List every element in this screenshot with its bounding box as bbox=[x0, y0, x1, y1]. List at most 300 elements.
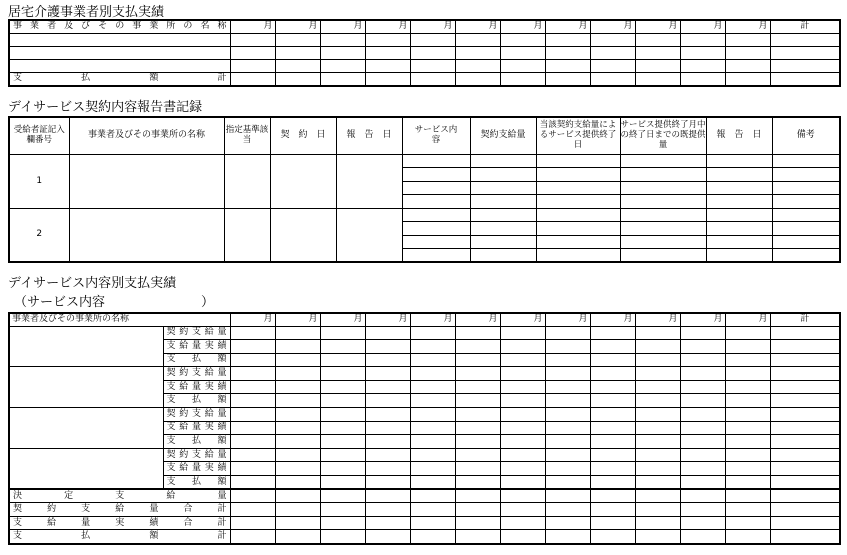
blank-cell[interactable] bbox=[680, 448, 725, 462]
blank-cell[interactable] bbox=[320, 380, 365, 394]
blank-cell[interactable] bbox=[770, 72, 840, 86]
blank-cell[interactable] bbox=[706, 235, 772, 249]
blank-cell[interactable] bbox=[545, 340, 590, 354]
blank-cell[interactable] bbox=[545, 326, 590, 340]
blank-cell[interactable] bbox=[230, 462, 275, 476]
blank-cell[interactable] bbox=[365, 516, 410, 530]
blank-cell[interactable] bbox=[635, 408, 680, 422]
blank-cell[interactable] bbox=[500, 489, 545, 503]
blank-cell[interactable] bbox=[365, 435, 410, 449]
blank-cell[interactable] bbox=[470, 154, 536, 168]
blank-cell[interactable] bbox=[725, 489, 770, 503]
blank-cell[interactable] bbox=[500, 516, 545, 530]
blank-cell[interactable] bbox=[9, 46, 230, 59]
blank-cell[interactable] bbox=[275, 408, 320, 422]
blank-cell[interactable] bbox=[706, 222, 772, 236]
blank-cell[interactable] bbox=[365, 394, 410, 408]
blank-cell[interactable] bbox=[590, 326, 635, 340]
blank-cell[interactable] bbox=[635, 326, 680, 340]
blank-cell[interactable] bbox=[470, 168, 536, 182]
blank-cell[interactable] bbox=[770, 394, 840, 408]
blank-cell[interactable] bbox=[455, 489, 500, 503]
blank-cell[interactable] bbox=[770, 59, 840, 72]
blank-cell[interactable] bbox=[470, 181, 536, 195]
blank-cell[interactable] bbox=[770, 516, 840, 530]
blank-cell[interactable] bbox=[230, 59, 275, 72]
blank-cell[interactable] bbox=[680, 340, 725, 354]
blank-cell[interactable] bbox=[590, 59, 635, 72]
blank-cell[interactable] bbox=[336, 208, 402, 262]
blank-cell[interactable] bbox=[680, 408, 725, 422]
blank-cell[interactable] bbox=[410, 476, 455, 490]
blank-cell[interactable] bbox=[320, 516, 365, 530]
blank-cell[interactable] bbox=[680, 435, 725, 449]
blank-cell[interactable] bbox=[680, 516, 725, 530]
blank-cell[interactable] bbox=[536, 195, 620, 209]
blank-cell[interactable] bbox=[725, 408, 770, 422]
blank-cell[interactable] bbox=[500, 462, 545, 476]
blank-cell[interactable] bbox=[706, 208, 772, 222]
blank-cell[interactable] bbox=[9, 59, 230, 72]
blank-cell[interactable] bbox=[230, 33, 275, 46]
blank-cell[interactable] bbox=[275, 516, 320, 530]
blank-cell[interactable] bbox=[455, 72, 500, 86]
blank-cell[interactable] bbox=[320, 489, 365, 503]
blank-cell[interactable] bbox=[680, 530, 725, 544]
blank-cell[interactable] bbox=[725, 59, 770, 72]
blank-cell[interactable] bbox=[635, 421, 680, 435]
blank-cell[interactable] bbox=[410, 503, 455, 517]
blank-cell[interactable] bbox=[680, 462, 725, 476]
blank-cell[interactable] bbox=[275, 33, 320, 46]
blank-cell[interactable] bbox=[402, 222, 470, 236]
blank-cell[interactable] bbox=[590, 33, 635, 46]
blank-cell[interactable] bbox=[365, 33, 410, 46]
blank-cell[interactable] bbox=[620, 208, 706, 222]
blank-cell[interactable] bbox=[365, 489, 410, 503]
provider-name-cell[interactable] bbox=[9, 408, 163, 449]
blank-cell[interactable] bbox=[620, 249, 706, 263]
blank-cell[interactable] bbox=[545, 421, 590, 435]
blank-cell[interactable] bbox=[402, 235, 470, 249]
blank-cell[interactable] bbox=[635, 530, 680, 544]
blank-cell[interactable] bbox=[455, 380, 500, 394]
blank-cell[interactable] bbox=[770, 503, 840, 517]
blank-cell[interactable] bbox=[635, 435, 680, 449]
blank-cell[interactable] bbox=[680, 489, 725, 503]
blank-cell[interactable] bbox=[620, 168, 706, 182]
blank-cell[interactable] bbox=[455, 530, 500, 544]
blank-cell[interactable] bbox=[725, 394, 770, 408]
blank-cell[interactable] bbox=[320, 448, 365, 462]
blank-cell[interactable] bbox=[590, 72, 635, 86]
blank-cell[interactable] bbox=[635, 394, 680, 408]
blank-cell[interactable] bbox=[545, 353, 590, 367]
blank-cell[interactable] bbox=[320, 530, 365, 544]
blank-cell[interactable] bbox=[275, 435, 320, 449]
blank-cell[interactable] bbox=[470, 208, 536, 222]
blank-cell[interactable] bbox=[620, 235, 706, 249]
blank-cell[interactable] bbox=[230, 448, 275, 462]
blank-cell[interactable] bbox=[772, 208, 840, 222]
blank-cell[interactable] bbox=[455, 340, 500, 354]
blank-cell[interactable] bbox=[635, 448, 680, 462]
blank-cell[interactable] bbox=[545, 33, 590, 46]
blank-cell[interactable] bbox=[545, 530, 590, 544]
blank-cell[interactable] bbox=[545, 380, 590, 394]
blank-cell[interactable] bbox=[770, 489, 840, 503]
blank-cell[interactable] bbox=[230, 530, 275, 544]
blank-cell[interactable] bbox=[680, 46, 725, 59]
blank-cell[interactable] bbox=[770, 367, 840, 381]
blank-cell[interactable] bbox=[410, 489, 455, 503]
blank-cell[interactable] bbox=[635, 489, 680, 503]
blank-cell[interactable] bbox=[455, 353, 500, 367]
blank-cell[interactable] bbox=[725, 367, 770, 381]
blank-cell[interactable] bbox=[590, 448, 635, 462]
blank-cell[interactable] bbox=[635, 72, 680, 86]
blank-cell[interactable] bbox=[500, 326, 545, 340]
blank-cell[interactable] bbox=[772, 235, 840, 249]
blank-cell[interactable] bbox=[230, 340, 275, 354]
blank-cell[interactable] bbox=[275, 326, 320, 340]
blank-cell[interactable] bbox=[680, 353, 725, 367]
blank-cell[interactable] bbox=[680, 421, 725, 435]
blank-cell[interactable] bbox=[770, 33, 840, 46]
blank-cell[interactable] bbox=[500, 340, 545, 354]
blank-cell[interactable] bbox=[706, 249, 772, 263]
blank-cell[interactable] bbox=[365, 421, 410, 435]
blank-cell[interactable] bbox=[725, 530, 770, 544]
blank-cell[interactable] bbox=[680, 33, 725, 46]
blank-cell[interactable] bbox=[545, 394, 590, 408]
blank-cell[interactable] bbox=[336, 154, 402, 208]
blank-cell[interactable] bbox=[230, 408, 275, 422]
blank-cell[interactable] bbox=[410, 380, 455, 394]
blank-cell[interactable] bbox=[770, 353, 840, 367]
blank-cell[interactable] bbox=[772, 222, 840, 236]
blank-cell[interactable] bbox=[320, 421, 365, 435]
blank-cell[interactable] bbox=[275, 353, 320, 367]
blank-cell[interactable] bbox=[365, 503, 410, 517]
blank-cell[interactable] bbox=[320, 367, 365, 381]
blank-cell[interactable] bbox=[706, 195, 772, 209]
blank-cell[interactable] bbox=[545, 503, 590, 517]
blank-cell[interactable] bbox=[275, 503, 320, 517]
blank-cell[interactable] bbox=[455, 421, 500, 435]
blank-cell[interactable] bbox=[69, 208, 224, 262]
blank-cell[interactable] bbox=[590, 421, 635, 435]
blank-cell[interactable] bbox=[772, 154, 840, 168]
blank-cell[interactable] bbox=[680, 503, 725, 517]
blank-cell[interactable] bbox=[455, 59, 500, 72]
blank-cell[interactable] bbox=[536, 249, 620, 263]
blank-cell[interactable] bbox=[536, 181, 620, 195]
blank-cell[interactable] bbox=[635, 33, 680, 46]
blank-cell[interactable] bbox=[410, 516, 455, 530]
blank-cell[interactable] bbox=[590, 408, 635, 422]
blank-cell[interactable] bbox=[680, 380, 725, 394]
blank-cell[interactable] bbox=[725, 421, 770, 435]
blank-cell[interactable] bbox=[590, 503, 635, 517]
blank-cell[interactable] bbox=[590, 46, 635, 59]
blank-cell[interactable] bbox=[320, 503, 365, 517]
blank-cell[interactable] bbox=[620, 154, 706, 168]
blank-cell[interactable] bbox=[590, 367, 635, 381]
blank-cell[interactable] bbox=[275, 530, 320, 544]
blank-cell[interactable] bbox=[545, 448, 590, 462]
blank-cell[interactable] bbox=[500, 72, 545, 86]
blank-cell[interactable] bbox=[230, 380, 275, 394]
blank-cell[interactable] bbox=[224, 208, 270, 262]
blank-cell[interactable] bbox=[680, 476, 725, 490]
blank-cell[interactable] bbox=[536, 154, 620, 168]
blank-cell[interactable] bbox=[224, 154, 270, 208]
blank-cell[interactable] bbox=[772, 249, 840, 263]
blank-cell[interactable] bbox=[455, 33, 500, 46]
blank-cell[interactable] bbox=[725, 435, 770, 449]
blank-cell[interactable] bbox=[545, 72, 590, 86]
blank-cell[interactable] bbox=[275, 367, 320, 381]
blank-cell[interactable] bbox=[725, 72, 770, 86]
blank-cell[interactable] bbox=[536, 168, 620, 182]
blank-cell[interactable] bbox=[320, 72, 365, 86]
blank-cell[interactable] bbox=[772, 168, 840, 182]
blank-cell[interactable] bbox=[545, 435, 590, 449]
blank-cell[interactable] bbox=[680, 72, 725, 86]
blank-cell[interactable] bbox=[410, 367, 455, 381]
blank-cell[interactable] bbox=[470, 195, 536, 209]
blank-cell[interactable] bbox=[635, 46, 680, 59]
blank-cell[interactable] bbox=[545, 408, 590, 422]
blank-cell[interactable] bbox=[725, 353, 770, 367]
blank-cell[interactable] bbox=[230, 46, 275, 59]
blank-cell[interactable] bbox=[635, 367, 680, 381]
blank-cell[interactable] bbox=[230, 326, 275, 340]
blank-cell[interactable] bbox=[590, 380, 635, 394]
blank-cell[interactable] bbox=[320, 394, 365, 408]
blank-cell[interactable] bbox=[680, 394, 725, 408]
blank-cell[interactable] bbox=[275, 448, 320, 462]
blank-cell[interactable] bbox=[500, 46, 545, 59]
blank-cell[interactable] bbox=[635, 516, 680, 530]
blank-cell[interactable] bbox=[320, 340, 365, 354]
blank-cell[interactable] bbox=[230, 394, 275, 408]
blank-cell[interactable] bbox=[770, 340, 840, 354]
blank-cell[interactable] bbox=[410, 59, 455, 72]
blank-cell[interactable] bbox=[590, 435, 635, 449]
blank-cell[interactable] bbox=[635, 462, 680, 476]
blank-cell[interactable] bbox=[635, 353, 680, 367]
blank-cell[interactable] bbox=[230, 476, 275, 490]
blank-cell[interactable] bbox=[725, 476, 770, 490]
blank-cell[interactable] bbox=[230, 353, 275, 367]
blank-cell[interactable] bbox=[275, 394, 320, 408]
blank-cell[interactable] bbox=[402, 181, 470, 195]
blank-cell[interactable] bbox=[365, 462, 410, 476]
blank-cell[interactable] bbox=[275, 340, 320, 354]
blank-cell[interactable] bbox=[725, 503, 770, 517]
blank-cell[interactable] bbox=[275, 46, 320, 59]
blank-cell[interactable] bbox=[470, 235, 536, 249]
blank-cell[interactable] bbox=[706, 181, 772, 195]
blank-cell[interactable] bbox=[320, 462, 365, 476]
blank-cell[interactable] bbox=[410, 448, 455, 462]
blank-cell[interactable] bbox=[320, 326, 365, 340]
blank-cell[interactable] bbox=[270, 154, 336, 208]
blank-cell[interactable] bbox=[706, 154, 772, 168]
provider-name-cell[interactable] bbox=[9, 367, 163, 408]
blank-cell[interactable] bbox=[455, 462, 500, 476]
blank-cell[interactable] bbox=[590, 516, 635, 530]
blank-cell[interactable] bbox=[500, 530, 545, 544]
blank-cell[interactable] bbox=[230, 503, 275, 517]
blank-cell[interactable] bbox=[725, 516, 770, 530]
blank-cell[interactable] bbox=[365, 59, 410, 72]
blank-cell[interactable] bbox=[725, 340, 770, 354]
blank-cell[interactable] bbox=[500, 353, 545, 367]
blank-cell[interactable] bbox=[500, 448, 545, 462]
blank-cell[interactable] bbox=[410, 462, 455, 476]
blank-cell[interactable] bbox=[770, 46, 840, 59]
blank-cell[interactable] bbox=[590, 340, 635, 354]
blank-cell[interactable] bbox=[590, 530, 635, 544]
blank-cell[interactable] bbox=[275, 476, 320, 490]
blank-cell[interactable] bbox=[275, 59, 320, 72]
blank-cell[interactable] bbox=[620, 181, 706, 195]
blank-cell[interactable] bbox=[365, 448, 410, 462]
blank-cell[interactable] bbox=[230, 516, 275, 530]
blank-cell[interactable] bbox=[275, 462, 320, 476]
blank-cell[interactable] bbox=[770, 408, 840, 422]
blank-cell[interactable] bbox=[410, 33, 455, 46]
blank-cell[interactable] bbox=[725, 33, 770, 46]
blank-cell[interactable] bbox=[536, 235, 620, 249]
blank-cell[interactable] bbox=[410, 340, 455, 354]
blank-cell[interactable] bbox=[365, 367, 410, 381]
blank-cell[interactable] bbox=[365, 353, 410, 367]
blank-cell[interactable] bbox=[545, 516, 590, 530]
blank-cell[interactable] bbox=[770, 530, 840, 544]
provider-name-cell[interactable] bbox=[9, 326, 163, 367]
blank-cell[interactable] bbox=[410, 530, 455, 544]
blank-cell[interactable] bbox=[545, 476, 590, 490]
blank-cell[interactable] bbox=[320, 33, 365, 46]
blank-cell[interactable] bbox=[635, 380, 680, 394]
blank-cell[interactable] bbox=[9, 33, 230, 46]
blank-cell[interactable] bbox=[770, 435, 840, 449]
blank-cell[interactable] bbox=[772, 195, 840, 209]
blank-cell[interactable] bbox=[365, 340, 410, 354]
blank-cell[interactable] bbox=[635, 503, 680, 517]
blank-cell[interactable] bbox=[365, 530, 410, 544]
blank-cell[interactable] bbox=[410, 46, 455, 59]
blank-cell[interactable] bbox=[402, 195, 470, 209]
blank-cell[interactable] bbox=[410, 326, 455, 340]
blank-cell[interactable] bbox=[470, 249, 536, 263]
blank-cell[interactable] bbox=[635, 340, 680, 354]
blank-cell[interactable] bbox=[402, 154, 470, 168]
blank-cell[interactable] bbox=[455, 46, 500, 59]
blank-cell[interactable] bbox=[455, 408, 500, 422]
blank-cell[interactable] bbox=[590, 489, 635, 503]
blank-cell[interactable] bbox=[320, 476, 365, 490]
blank-cell[interactable] bbox=[365, 46, 410, 59]
blank-cell[interactable] bbox=[230, 421, 275, 435]
blank-cell[interactable] bbox=[590, 353, 635, 367]
blank-cell[interactable] bbox=[725, 462, 770, 476]
blank-cell[interactable] bbox=[275, 72, 320, 86]
blank-cell[interactable] bbox=[545, 489, 590, 503]
blank-cell[interactable] bbox=[680, 367, 725, 381]
blank-cell[interactable] bbox=[545, 46, 590, 59]
blank-cell[interactable] bbox=[770, 476, 840, 490]
blank-cell[interactable] bbox=[536, 222, 620, 236]
blank-cell[interactable] bbox=[365, 72, 410, 86]
blank-cell[interactable] bbox=[500, 503, 545, 517]
blank-cell[interactable] bbox=[275, 489, 320, 503]
blank-cell[interactable] bbox=[365, 408, 410, 422]
blank-cell[interactable] bbox=[725, 46, 770, 59]
blank-cell[interactable] bbox=[545, 59, 590, 72]
blank-cell[interactable] bbox=[230, 435, 275, 449]
blank-cell[interactable] bbox=[500, 435, 545, 449]
blank-cell[interactable] bbox=[635, 59, 680, 72]
blank-cell[interactable] bbox=[410, 421, 455, 435]
blank-cell[interactable] bbox=[545, 462, 590, 476]
blank-cell[interactable] bbox=[69, 154, 224, 208]
blank-cell[interactable] bbox=[410, 353, 455, 367]
blank-cell[interactable] bbox=[500, 476, 545, 490]
blank-cell[interactable] bbox=[635, 476, 680, 490]
blank-cell[interactable] bbox=[725, 380, 770, 394]
blank-cell[interactable] bbox=[455, 435, 500, 449]
blank-cell[interactable] bbox=[680, 59, 725, 72]
blank-cell[interactable] bbox=[770, 448, 840, 462]
blank-cell[interactable] bbox=[320, 59, 365, 72]
blank-cell[interactable] bbox=[620, 195, 706, 209]
blank-cell[interactable] bbox=[402, 168, 470, 182]
blank-cell[interactable] bbox=[536, 208, 620, 222]
blank-cell[interactable] bbox=[590, 394, 635, 408]
blank-cell[interactable] bbox=[455, 516, 500, 530]
blank-cell[interactable] bbox=[500, 367, 545, 381]
blank-cell[interactable] bbox=[455, 394, 500, 408]
blank-cell[interactable] bbox=[270, 208, 336, 262]
blank-cell[interactable] bbox=[772, 181, 840, 195]
blank-cell[interactable] bbox=[320, 408, 365, 422]
blank-cell[interactable] bbox=[320, 46, 365, 59]
blank-cell[interactable] bbox=[545, 367, 590, 381]
blank-cell[interactable] bbox=[770, 380, 840, 394]
provider-name-cell[interactable] bbox=[9, 448, 163, 489]
blank-cell[interactable] bbox=[230, 367, 275, 381]
blank-cell[interactable] bbox=[275, 380, 320, 394]
blank-cell[interactable] bbox=[620, 222, 706, 236]
blank-cell[interactable] bbox=[410, 435, 455, 449]
blank-cell[interactable] bbox=[320, 353, 365, 367]
blank-cell[interactable] bbox=[470, 222, 536, 236]
blank-cell[interactable] bbox=[455, 503, 500, 517]
blank-cell[interactable] bbox=[500, 33, 545, 46]
blank-cell[interactable] bbox=[455, 476, 500, 490]
blank-cell[interactable] bbox=[455, 367, 500, 381]
blank-cell[interactable] bbox=[770, 326, 840, 340]
blank-cell[interactable] bbox=[230, 489, 275, 503]
blank-cell[interactable] bbox=[725, 448, 770, 462]
blank-cell[interactable] bbox=[770, 421, 840, 435]
blank-cell[interactable] bbox=[230, 72, 275, 86]
